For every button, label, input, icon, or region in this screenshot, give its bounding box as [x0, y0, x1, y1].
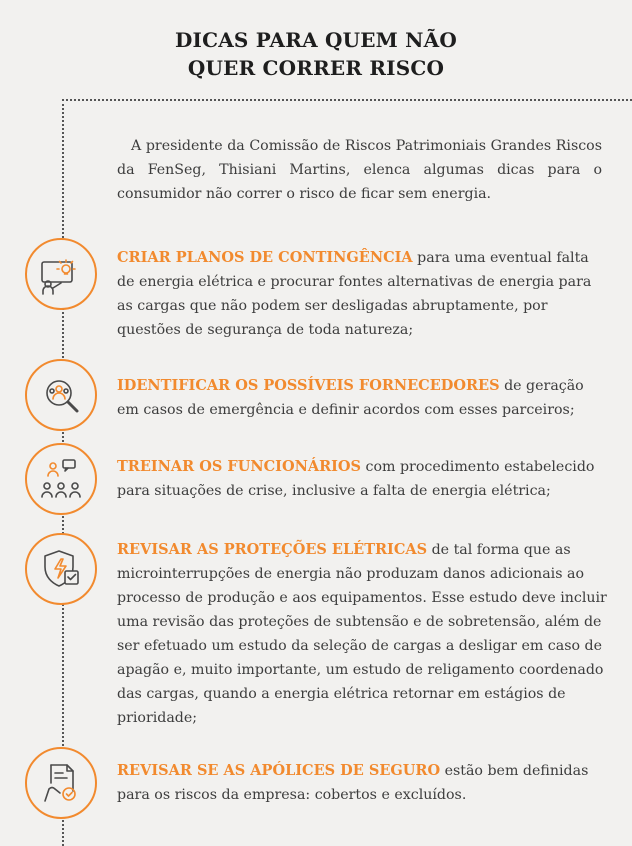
tip-item [117, 246, 607, 342]
title-line-2: QUER CORRER RISCO [187, 56, 445, 80]
tip-highlight: REVISAR SE AS APÓLICES DE SEGURO [117, 762, 441, 779]
tip-highlight: CRIAR PLANOS DE CONTINGÊNCIA [117, 249, 413, 266]
idea-presentation-icon [25, 238, 97, 310]
title-line-1: DICAS PARA QUEM NÃO [175, 28, 457, 52]
tip-item [117, 455, 607, 503]
tip-text: de tal forma que as microinterrupções de energia não produzam danos adicionais ao processo de produção e aos equipamentos. Esse estudo deve incluir uma revisão das proteções de subtensão e de sobretensão, além de ser efetuado um estudo da seleção de cargas a desligar em caso de apagão e, muito importante, um estudo de religamento coordenado das cargas, quando a energia elétrica retornar em estágios de prioridade; [117, 542, 607, 726]
search-people-icon [25, 359, 97, 431]
tip-item [117, 374, 607, 422]
electric-shield-icon [25, 533, 97, 605]
page-title [0, 26, 632, 82]
tip-text: com procedimento estabelecido para situações de crise, inclusive a falta de energia elétrica; [117, 459, 595, 499]
insurance-policy-icon [25, 747, 97, 819]
tip-text: estão bem definidas para os riscos da empresa: cobertos e excluídos. [117, 763, 589, 803]
intro-paragraph: A presidente da Comissão de Riscos Patrimoniais Grandes Riscos da FenSeg, Thisiani Martins, elenca algumas dicas para o consumidor não correr o risco de ficar sem energia. [117, 138, 602, 202]
tip-text: de geração em casos de emergência e definir acordos com esses parceiros; [117, 378, 584, 418]
tip-item [117, 759, 607, 807]
tip-text: para uma eventual falta de energia elétrica e procurar fontes alternativas de energia para as cargas que não podem ser desligadas abruptamente, por questões de segurança de toda natureza; [117, 250, 592, 338]
tip-highlight: TREINAR OS FUNCIONÁRIOS [117, 458, 362, 475]
dotted-frame-top [62, 99, 632, 101]
team-training-icon [25, 443, 97, 515]
tip-highlight: REVISAR AS PROTEÇÕES ELÉTRICAS [117, 541, 428, 558]
tip-item [117, 538, 607, 730]
tip-highlight: IDENTIFICAR OS POSSÍVEIS FORNECEDORES [117, 377, 500, 394]
